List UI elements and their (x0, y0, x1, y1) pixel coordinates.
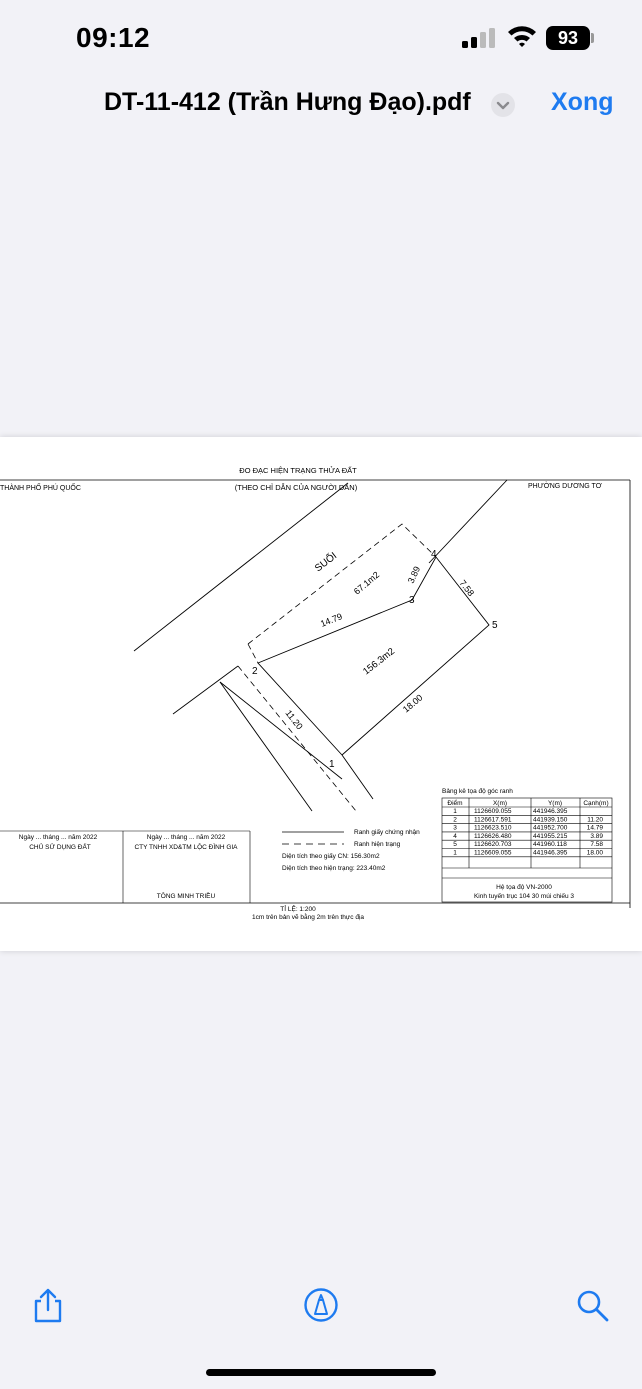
table-header: Y(m) (547, 800, 563, 807)
point-3-label: 3 (409, 595, 415, 606)
point-5-label: 5 (492, 620, 498, 631)
table-cell: 1126617.591 (474, 816, 512, 824)
city-label: THÀNH PHỐ PHÚ QUỐC (0, 485, 81, 492)
legend-current: Ranh hiện trạng (354, 841, 401, 848)
table-row (453, 841, 603, 848)
table-cell: 18.00 (586, 849, 603, 857)
legend-cert: Ranh giấy chứng nhận (354, 829, 420, 836)
cellular-signal-icon (462, 28, 496, 48)
point-4-label: 4 (431, 549, 437, 560)
crs-line-2: Kinh tuyến trục 104 30 múi chiếu 3 (473, 893, 575, 900)
table-cell: 1 (453, 849, 457, 857)
done-button[interactable]: Xong (551, 88, 614, 116)
table-row (453, 825, 603, 832)
title-menu-button[interactable] (491, 93, 515, 117)
scale-label: TỈ LỆ: 1:200 (280, 906, 316, 913)
table-row (453, 816, 603, 823)
pdf-page[interactable] (0, 437, 642, 951)
share-icon[interactable] (30, 1286, 66, 1324)
table-cell: 441939.150 (533, 816, 568, 824)
edge-11-20-label: 11.20 (283, 708, 305, 732)
area-cert: Diện tích theo giấy CN: 156.30m2 (282, 853, 380, 860)
table-cell: 4 (453, 832, 457, 840)
sign-mid-date: Ngày ... tháng ... năm 2022 (146, 834, 226, 841)
table-row (453, 833, 603, 840)
table-cell: 441960.118 (533, 841, 567, 849)
table-cell: 1126620.703 (474, 841, 512, 849)
table-cell: 3 (453, 824, 457, 832)
crs-line-1: Hệ tọa độ VN-2000 (496, 884, 552, 891)
sign-mid-role: CTY TNHH XD&TM LỘC ĐÌNH GIA (134, 844, 238, 851)
table-cell: 441946.395 (533, 849, 568, 857)
stream-label: SUỐI (313, 550, 340, 575)
table-header: X(m) (492, 800, 508, 807)
ward-label: PHƯỜNG DƯƠNG TƠ (528, 483, 602, 490)
area-main-label: 156.3m2 (361, 645, 397, 678)
table-cell: 441955.215 (533, 832, 568, 840)
battery-nub (591, 33, 594, 43)
home-indicator[interactable] (206, 1369, 436, 1376)
scale-note: 1cm trên bản vẽ bằng 2m trên thực địa (251, 914, 365, 921)
doc-subheading: (THEO CHỈ DẪN CỦA NGƯỜI DÂN) (234, 483, 358, 492)
survey-drawing (0, 437, 642, 951)
search-icon[interactable] (575, 1286, 611, 1324)
sign-left-role: CHỦ SỬ DỤNG ĐẤT (29, 844, 91, 851)
table-cell: 11.20 (587, 816, 603, 824)
table-cell: 1126609.055 (474, 808, 512, 815)
table-cell: 441952.700 (533, 824, 568, 832)
doc-heading: ĐO ĐẠC HIỆN TRẠNG THỬA ĐẤT (239, 466, 357, 475)
edge-14-79-label: 14.79 (319, 611, 344, 629)
sign-left-date: Ngày ... tháng ... năm 2022 (18, 834, 98, 841)
sign-mid-name: TÔNG MINH TRIỀU (156, 893, 216, 900)
table-cell: 5 (453, 841, 457, 849)
chevron-down-icon (491, 93, 515, 117)
battery-indicator: 93 (546, 26, 590, 50)
table-cell: 1126623.510 (474, 824, 512, 832)
table-title: Bảng kê tọa độ góc ranh (442, 788, 513, 795)
edge-3-89-label: 3.89 (405, 564, 423, 585)
table-header: Cạnh(m) (583, 800, 609, 807)
table-cell: 14.79 (586, 824, 603, 832)
edge-18-label: 18.00 (400, 692, 425, 715)
area-current: Diện tích theo hiện trạng: 223.40m2 (282, 865, 386, 872)
table-cell: 1126609.055 (474, 849, 512, 857)
document-title[interactable]: DT-11-412 (Trần Hưng Đạo).pdf (104, 88, 471, 116)
table-header-row (447, 799, 608, 807)
table-cell: 441946.395 (533, 808, 568, 815)
table-cell: 7.58 (590, 841, 603, 849)
table-row (453, 808, 568, 815)
status-bar (0, 0, 642, 78)
point-1-label: 1 (329, 759, 335, 770)
area-small-label: 67.1m2 (351, 569, 382, 597)
table-row (453, 850, 603, 857)
edge-7-58-label: 7.58 (457, 578, 477, 599)
table-header: Điểm (447, 800, 463, 807)
table-cell: 1126626.480 (474, 832, 512, 840)
markup-icon[interactable] (303, 1286, 339, 1324)
wifi-icon (506, 24, 538, 48)
table-cell: 1 (453, 808, 457, 815)
table-cell: 3.89 (590, 832, 603, 840)
point-2-label: 2 (252, 666, 258, 677)
table-cell: 2 (453, 816, 457, 824)
status-time: 09:12 (76, 22, 151, 53)
